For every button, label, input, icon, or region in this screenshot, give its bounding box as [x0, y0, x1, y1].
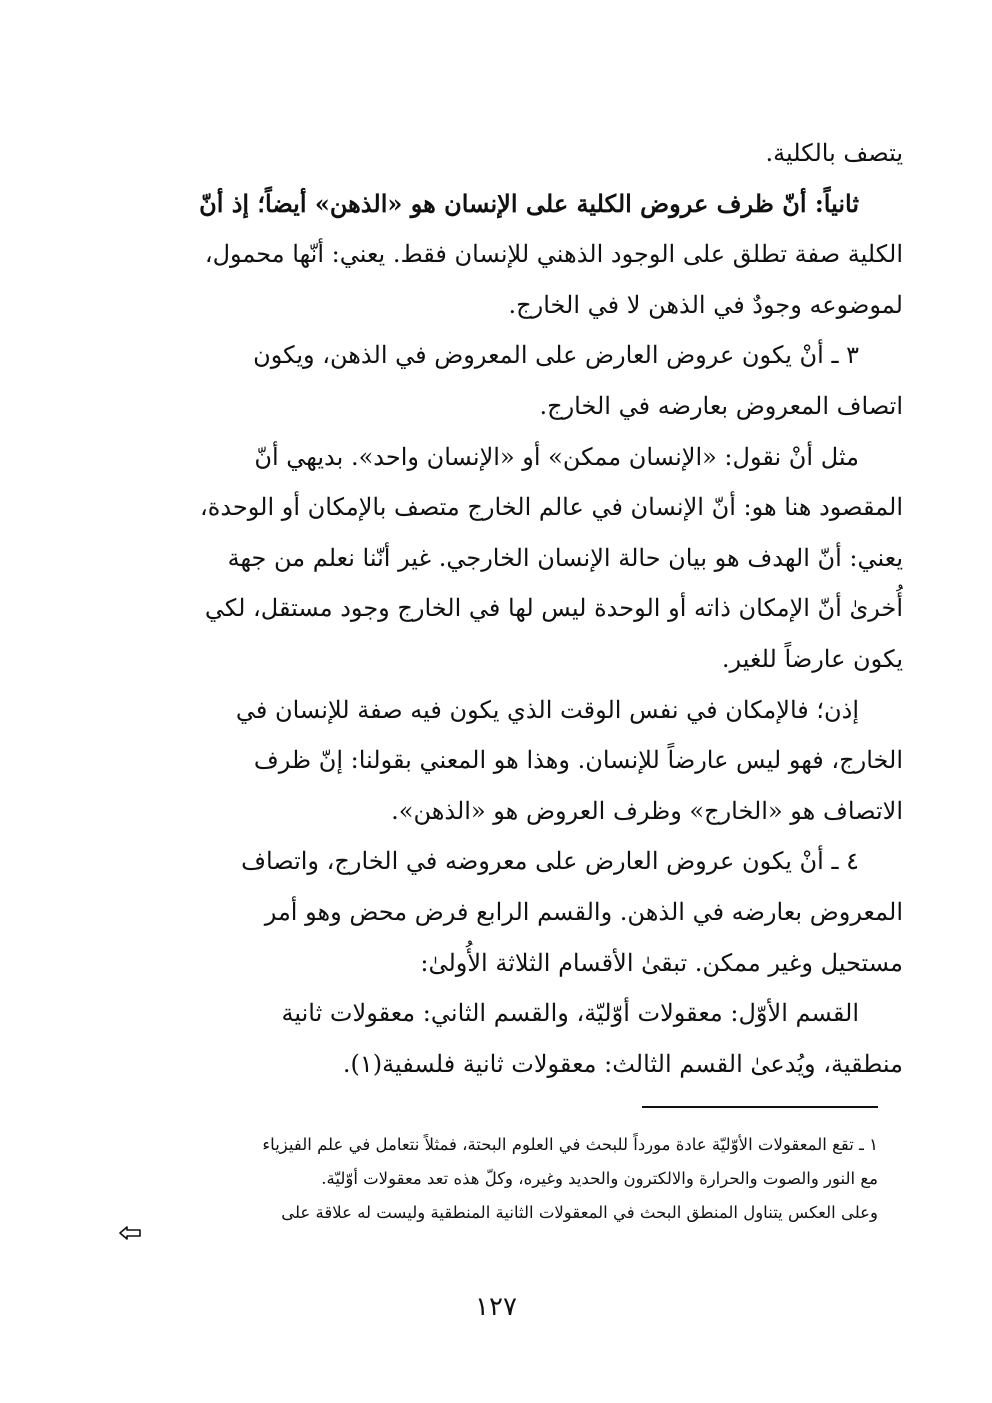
main-text — [148, 128, 903, 1089]
text-line: الاتصاف هو «الخارج» وظرف العروض هو «الذهن». — [391, 796, 903, 825]
text-line: يكون عارضاً للغير. — [721, 644, 903, 673]
page-number: ١٢٧ — [475, 1292, 517, 1322]
footnote-line: مع النور والصوت والحرارة والالكترون والحديد وغيره، وكلّ هذه تعد معقولات أوّليّة. — [321, 1169, 878, 1188]
text-line: ٣ ـ أنْ يكون عروض العارض على المعروض في الذهن، ويكون — [253, 341, 859, 370]
text-line: مثل أنْ نقول: «الإنسان ممكن» أو «الإنسان واحد». بديهي أنّ — [254, 442, 859, 471]
footnotes — [118, 1128, 878, 1230]
text-line: القسم الأوّل: معقولات أوّليّة، والقسم الثاني: معقولات ثانية — [281, 999, 859, 1028]
text-line: ٤ ـ أنْ يكون عروض العارض على معروضه في الخارج، واتصاف — [241, 847, 859, 876]
text-line: لموضوعه وجودٌ في الذهن لا في الخارج. — [508, 290, 903, 319]
text-line: ثانياً: أنّ ظرف عروض الكلية على الإنسان هو «الذهن» أيضاً؛ إذ أنّ — [199, 188, 859, 218]
text-line: المقصود هنا هو: أنّ الإنسان في عالم الخارج متصف بالإمكان أو الوحدة، — [200, 493, 903, 522]
footnote-line: ١ ـ تقع المعقولات الأوّليّة عادة مورداً للبحث في العلوم البحتة، فمثلاً نتعامل في علم الفيزياء — [262, 1135, 878, 1154]
footnote-line: وعلى العكس يتناول المنطق البحث في المعقولات الثانية المنطقية وليست له علاقة على — [281, 1203, 878, 1222]
text-line: اتصاف المعروض بعارضه في الخارج. — [539, 391, 903, 420]
text-line: مستحيل وغير ممكن. تبقىٰ الأقسام الثلاثة الأُولىٰ: — [420, 948, 903, 977]
text-line: يعني: أنّ الهدف هو بيان حالة الإنسان الخارجي. غير أنّنا نعلم من جهة — [227, 543, 903, 572]
text-line: إذن؛ فالإمكان في نفس الوقت الذي يكون فيه صفة للإنسان في — [235, 695, 859, 724]
text-line: الكلية صفة تطلق على الوجود الذهني للإنسان فقط. يعني: أنّها محمول، — [204, 240, 903, 269]
text-line: أُخرىٰ أنّ الإمكان ذاته أو الوحدة ليس لها في الخارج وجود مستقل، لكي — [204, 594, 903, 623]
text-line: المعروض بعارضه في الذهن. والقسم الرابع فرض محض وهو أمر — [264, 897, 903, 926]
text-line: منطقية، ويُدعىٰ القسم الثالث: معقولات ثانية فلسفية(١). — [342, 1049, 903, 1078]
text-line: الخارج، فهو ليس عارضاً للإنسان. وهذا هو المعني بقولنا: إنّ ظرف — [253, 746, 903, 775]
text-line: يتصف بالكلية. — [765, 139, 903, 167]
footnote-separator — [642, 1106, 878, 1108]
arrow-left-icon — [119, 1226, 141, 1240]
